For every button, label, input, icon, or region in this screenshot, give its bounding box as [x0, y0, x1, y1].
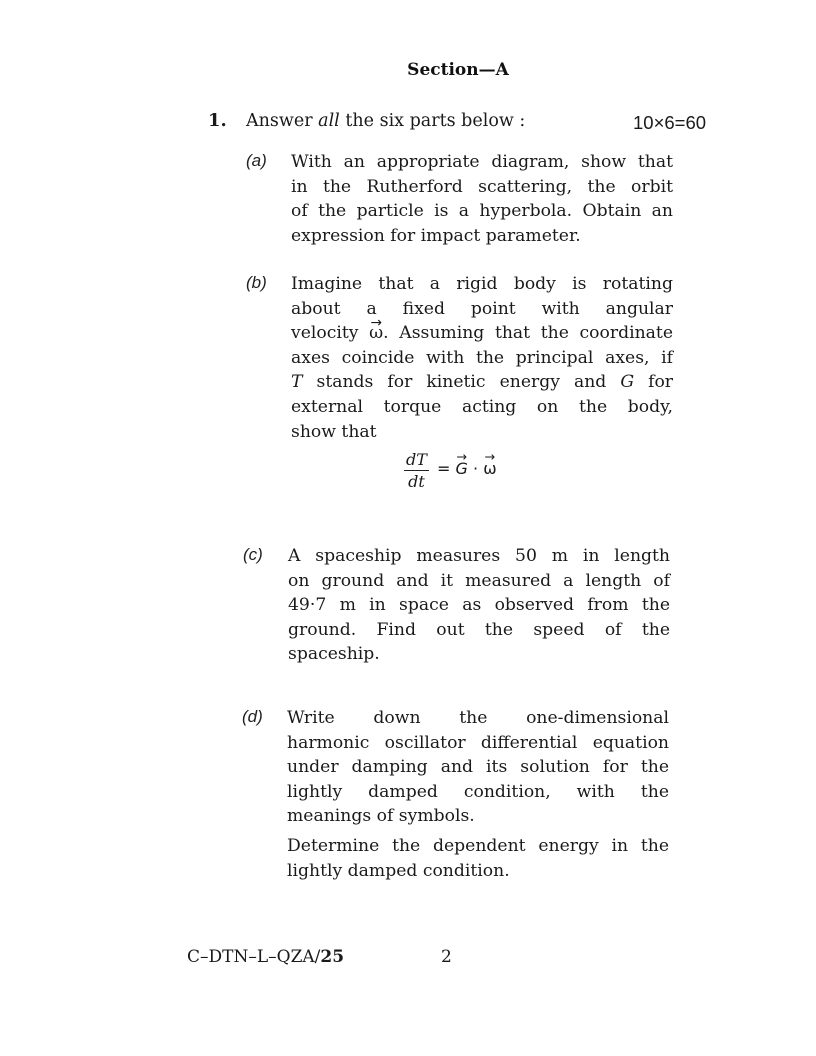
text-fragment: . Assuming that the coordinate: [383, 323, 673, 344]
text-line: under damping and its solution for the: [287, 757, 669, 778]
text-line: [291, 370, 673, 395]
equals-sign: =: [437, 459, 451, 478]
paper-code: [187, 947, 344, 967]
text-line: ground. Find out the speed of the: [288, 619, 670, 640]
symbol-G: G: [620, 372, 635, 393]
instruction-post: the six parts below :: [339, 111, 526, 131]
text-line: spaceship.: [288, 644, 380, 665]
text-fragment: for: [634, 372, 674, 393]
omega-vector: → ω: [483, 459, 496, 478]
text-line: show that: [291, 421, 377, 442]
text-line: A spaceship measures 50 m in length: [288, 546, 670, 566]
equation-rhs: [437, 459, 497, 478]
text-line: Imagine that a rigid body is rotating: [291, 274, 673, 294]
fraction-denominator: dt: [408, 472, 425, 491]
fraction: [404, 450, 429, 493]
part-d-label: (d): [242, 707, 263, 726]
question-number: 1.: [208, 110, 227, 131]
instruction-emphasis: all: [318, 111, 340, 131]
part-c-label: (c): [243, 545, 263, 564]
part-a-label: (a): [246, 151, 267, 170]
text-line: in the Rutherford scattering, the orbit: [291, 176, 673, 197]
part-d-text: [287, 706, 669, 829]
omega-vector-symbol: → ω: [369, 321, 383, 346]
text-line: about a fixed point with angular: [291, 298, 673, 319]
text-line: expression for impact parameter.: [291, 225, 581, 246]
paper-code-prefix: C–DTN–L–QZA/: [187, 947, 321, 967]
text-fragment: stands for kinetic energy and: [302, 372, 621, 393]
part-a-text: [291, 150, 673, 248]
text-line: lightly damped condition.: [287, 860, 510, 881]
torque-vector-G: → G: [456, 459, 468, 478]
text-line: [291, 321, 673, 346]
part-c-text: [288, 544, 670, 667]
text-line: axes coincide with the principal axes, if: [291, 347, 673, 368]
text-line: Determine the dependent energy in the: [287, 836, 669, 856]
text-line: of the particle is a hyperbola. Obtain an: [291, 201, 673, 222]
text-fragment: velocity: [291, 323, 370, 344]
text-line: 49·7 m in space as observed from the: [288, 595, 670, 616]
text-line: meanings of symbols.: [287, 806, 475, 827]
symbol-T: T: [291, 372, 303, 393]
equation-dT-dt: [404, 450, 497, 493]
text-line: on ground and it measured a length of: [288, 570, 670, 591]
section-title: Section—A: [407, 60, 509, 80]
question-marks: 10×6=60: [633, 112, 707, 133]
text-line: With an appropriate diagram, show that: [291, 152, 673, 172]
text-line: lightly damped condition, with the: [287, 781, 669, 802]
text-line: Write down the one-dimensional: [287, 708, 669, 728]
question-instruction: [246, 111, 525, 131]
part-b-text: [291, 272, 673, 444]
instruction-pre: Answer: [246, 111, 319, 131]
text-line: harmonic oscillator differential equation: [287, 732, 669, 753]
paper-code-suffix: 25: [320, 947, 345, 967]
part-d-text-2: [287, 834, 669, 883]
part-b-label: (b): [246, 273, 267, 292]
dot-operator: ·: [473, 459, 479, 478]
page-number: 2: [441, 947, 452, 967]
text-line: external torque acting on the body,: [291, 396, 673, 417]
fraction-numerator: dT: [406, 450, 427, 469]
